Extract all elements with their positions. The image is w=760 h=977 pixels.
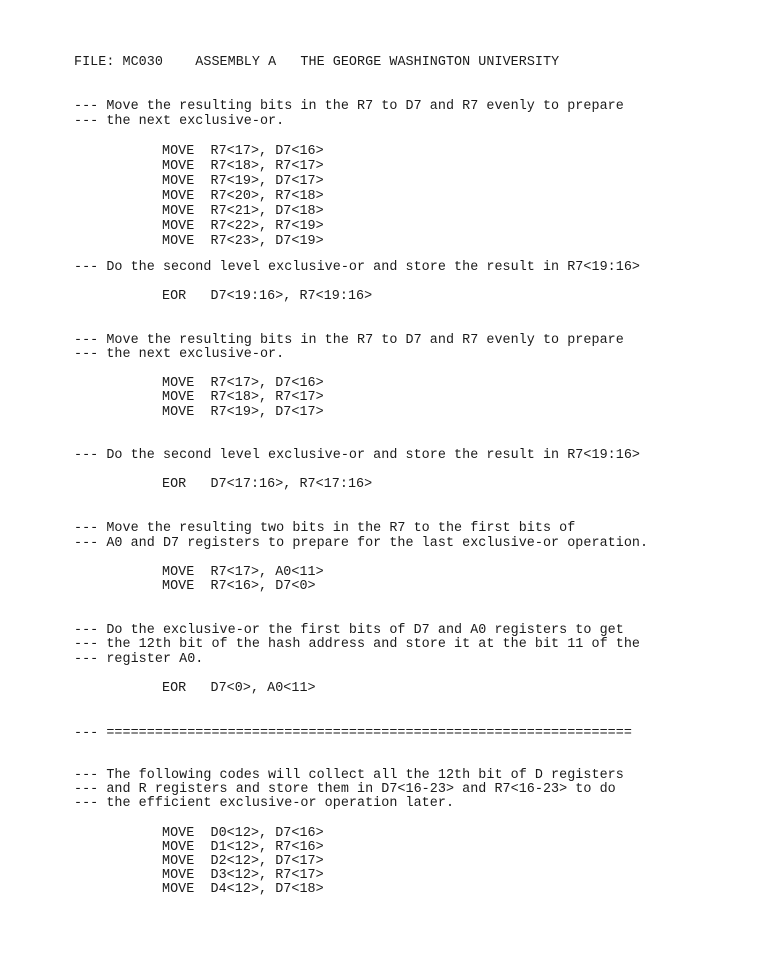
comment-line: --- Do the second level exclusive-or and store the result in R7<19:16> [74, 448, 640, 463]
comment-line: --- Move the resulting bits in the R7 to D7 and R7 evenly to prepare [74, 333, 624, 348]
comment-line: --- Move the resulting two bits in the R7 to the first bits of [74, 521, 576, 536]
code-line: MOVE R7<18>, R7<17> [162, 159, 324, 174]
file-header [74, 55, 559, 70]
code-line: MOVE R7<17>, D7<16> [162, 144, 324, 159]
comment-line: --- the next exclusive-or. [74, 347, 285, 362]
comment-line: --- A0 and D7 registers to prepare for the last exclusive-or operation. [74, 536, 649, 551]
code-line: EOR D7<19:16>, R7<19:16> [162, 289, 373, 304]
comment-line: --- Do the exclusive-or the first bits of D7 and A0 registers to get [74, 623, 624, 638]
module-name: ASSEMBLY A [195, 55, 277, 70]
comment-line: --- the 12th bit of the hash address and store it at the bit 11 of the [74, 637, 640, 652]
comment-line: --- The following codes will collect all the 12th bit of D registers [74, 768, 624, 783]
code-line: MOVE D1<12>, R7<16> [162, 840, 324, 855]
code-line: MOVE R7<18>, R7<17> [162, 390, 324, 405]
code-line: MOVE D2<12>, D7<17> [162, 854, 324, 869]
code-line: MOVE R7<20>, R7<18> [162, 189, 324, 204]
comment-line: --- register A0. [74, 652, 204, 667]
code-line: MOVE R7<21>, D7<18> [162, 204, 324, 219]
code-line: EOR D7<17:16>, R7<17:16> [162, 477, 373, 492]
comment-line: --- the efficient exclusive-or operation later. [74, 796, 455, 811]
code-line: MOVE R7<22>, R7<19> [162, 219, 324, 234]
comment-line: --- Do the second level exclusive-or and store the result in R7<19:16> [74, 260, 640, 275]
code-line: MOVE D4<12>, D7<18> [162, 882, 324, 897]
institution-name: THE GEORGE WASHINGTON UNIVERSITY [300, 55, 560, 70]
separator-line: --- ================================================================= [74, 726, 632, 741]
code-line: MOVE R7<17>, A0<11> [162, 565, 324, 580]
code-line: MOVE D0<12>, D7<16> [162, 826, 324, 841]
comment-line: --- the next exclusive-or. [74, 114, 285, 129]
comment-line: --- Move the resulting bits in the R7 to D7 and R7 evenly to prepare [74, 99, 624, 114]
code-line: MOVE R7<17>, D7<16> [162, 376, 324, 391]
code-line: MOVE D3<12>, R7<17> [162, 868, 324, 883]
code-line: MOVE R7<19>, D7<17> [162, 174, 324, 189]
code-line: MOVE R7<16>, D7<0> [162, 579, 316, 594]
comment-line: --- and R registers and store them in D7<16-23> and R7<16-23> to do [74, 782, 616, 797]
code-line: MOVE R7<19>, D7<17> [162, 405, 324, 420]
code-line: MOVE R7<23>, D7<19> [162, 234, 324, 249]
file-label: FILE: MC030 [74, 55, 163, 70]
code-line: EOR D7<0>, A0<11> [162, 681, 316, 696]
